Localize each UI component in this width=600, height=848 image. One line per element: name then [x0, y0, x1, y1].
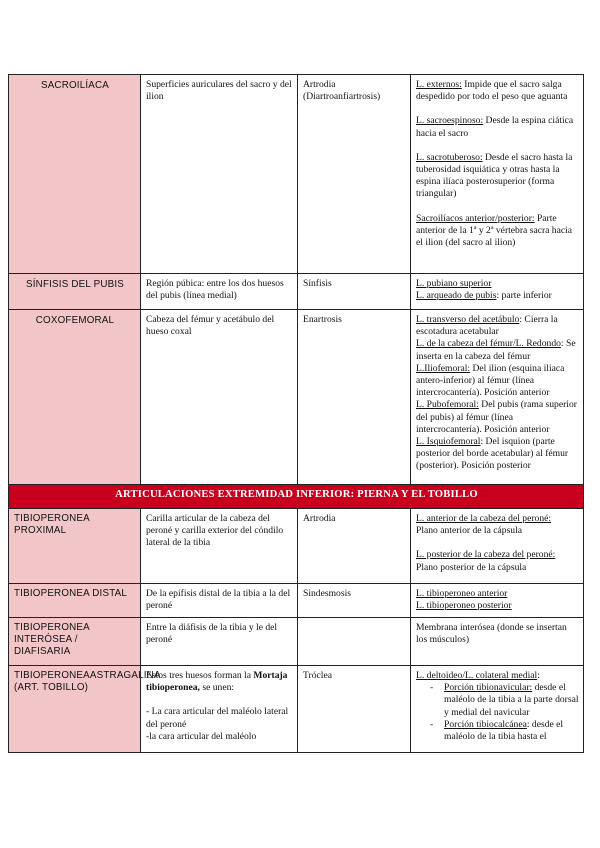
ligament-name: L. de la cabeza del fémur/L. Redondo	[416, 338, 561, 350]
type-cell: Artrodia	[298, 509, 411, 584]
ligaments-cell	[411, 75, 584, 274]
table-row	[9, 75, 584, 274]
surfaces-cell: Superficies auriculares del sacro y del ilion	[141, 75, 298, 274]
ligament-desc: : Se inserta en la cabeza del fémur	[416, 338, 576, 362]
list-item	[416, 719, 579, 743]
ligament-name: L. Pubofemoral:	[416, 399, 479, 411]
table-row	[9, 274, 584, 310]
table-row	[9, 509, 584, 584]
surfaces-cell: Entre la diáfisis de la tibia y le del peroné	[141, 618, 298, 666]
surfaces-after: se unen:	[199, 682, 235, 694]
joint-name-cell	[9, 584, 141, 618]
ligament-name: L. transverso del acetábulo	[416, 314, 520, 325]
ligament-name: L. posterior de la cabeza del peroné:	[416, 549, 556, 561]
ligaments-cell	[411, 274, 584, 310]
ligament-name: L. tibioperoneo anterior	[416, 588, 508, 599]
ligament-desc: Plano anterior de la cápsula	[416, 525, 523, 537]
surfaces-cell	[141, 666, 298, 753]
ligaments-cell	[411, 310, 584, 485]
surfaces-cell: Carilla articular de la cabeza del peroné y carilla exterior del cóndilo lateral de la tibia	[141, 509, 298, 584]
table-row	[9, 618, 584, 666]
ligament-name: L. Isquiofemoral	[416, 436, 481, 448]
ligament-desc: Del ilion (esquina iliaca antero-inferior) al fémur (línea intercrocantería). Posición anterior	[416, 362, 565, 399]
ligaments-cell	[411, 584, 584, 618]
surfaces-cell: Cabeza del fémur y acetábulo del hueso coxal	[141, 310, 298, 485]
sub-ligament-name: Porción tibionavicular:	[444, 682, 533, 694]
joint-name: SACROILÍACA	[40, 80, 110, 91]
section-header: ARTICULACIONES EXTREMIDAD INFERIOR: PIERNA Y EL TOBILLO	[9, 485, 584, 509]
ligament-desc: Desde la espina ciática hacia el sacro	[416, 115, 574, 139]
sub-ligament-name: Porción tibiocalcánea	[444, 718, 527, 730]
surfaces-item: - La cara articular del maléolo lateral del peroné	[146, 706, 289, 730]
joint-name-cell	[9, 274, 141, 310]
ligaments-cell	[411, 509, 584, 584]
ligament-desc: : Del isquion (parte posterior del borde acetabular) al fémur (posterior). Posición posterior	[416, 436, 569, 472]
table-row	[9, 584, 584, 618]
type-cell: Artrodia (Diartroanfiartrosis)	[298, 75, 411, 274]
table-row	[9, 666, 584, 753]
joints-table	[8, 74, 584, 753]
ligament-name: L. externos:	[416, 79, 462, 90]
ligament-desc: : parte inferior	[496, 290, 552, 302]
list-item	[416, 682, 579, 719]
ligament-desc: Desde el sacro hasta la tuberosidad isquiática y otras hasta la espina ilíaca posterosuperior (forma triangular)	[416, 151, 573, 200]
ligaments-cell	[411, 618, 584, 666]
joint-name: TIBIOPERONEA PROXIMAL	[14, 513, 90, 537]
ligaments-cell	[411, 666, 584, 753]
ligament-name: L. arqueado de pubis	[416, 290, 497, 302]
type-cell: Enartrosis	[298, 310, 411, 485]
joint-name-cell	[9, 509, 141, 584]
surfaces-intro: Estos tres huesos forman la	[146, 670, 254, 681]
joint-name: COXOFEMORAL	[35, 315, 115, 326]
ligament-desc: : Cierra la escotadura acetabular	[416, 314, 558, 338]
sub-ligament-desc: desde el maléolo de la tibia a la parte dorsal y medial del navicular	[444, 682, 579, 718]
ligament-desc: Impide que el sacro salga despedido por todo el peso que aguanta	[416, 79, 568, 103]
type-cell: Sindesmosis	[298, 584, 411, 618]
type-cell: Tróclea	[298, 666, 411, 753]
ligament-name: L. sacrotuberoso:	[416, 151, 483, 163]
section-header-row	[9, 485, 584, 509]
ligament-desc: Parte anterior de la 1ª y 2ª vértebra sacra hacia el ilion (del sacro al ilion)	[416, 212, 573, 249]
surfaces-cell: De la epífisis distal de la tibia a la del peroné	[141, 584, 298, 618]
ligament-name: Sacroilíacos anterior/posterior:	[416, 212, 535, 224]
table-row	[9, 310, 584, 485]
surfaces-cell: Región púbica: entre los dos huesos del pubis (línea medial)	[141, 274, 298, 310]
ligament-name: L.Iliofemoral:	[416, 362, 471, 374]
ligament-name: L. deltoideo/L. colateral medial	[416, 670, 538, 681]
sub-ligament-list	[416, 682, 579, 743]
ligament-desc: :	[537, 670, 540, 681]
joint-name: TIBIOPERONEA INTERÓSEA / DIAFISARIA	[14, 622, 90, 658]
sub-ligament-desc: : desde el maléolo de la tibia hasta el	[444, 718, 564, 743]
ligament-desc: Plano posterior de la cápsula	[416, 561, 527, 573]
type-cell: Sínfisis	[298, 274, 411, 310]
joint-name: TIBIOPERONEA DISTAL	[14, 588, 128, 599]
ligament-name: L. pubiano superior	[416, 278, 492, 289]
surfaces-item: -la cara articular del maléolo	[146, 730, 257, 742]
joint-name-cell	[9, 75, 141, 274]
ligament-name: L. sacroespinoso:	[416, 115, 484, 127]
joint-name: SÍNFISIS DEL PUBIS	[26, 279, 124, 290]
surfaces-bold: Mortaja tibioperonea,	[146, 670, 288, 694]
ligament-name: L. tibioperoneo posterior	[416, 600, 512, 612]
joint-name-cell	[9, 310, 141, 485]
ligament-desc: Membrana interósea (donde se insertan los músculos)	[416, 622, 567, 646]
ligament-desc: Del pubis (rama superior del pubis) al fémur (línea intercrocantería). Posición anterior	[416, 399, 577, 435]
joint-name-cell	[9, 618, 141, 666]
joint-name: TIBIOPERONEAASTRAGALINA (ART. TOBILLO)	[14, 670, 161, 694]
ligament-name: L. anterior de la cabeza del peroné:	[416, 513, 552, 524]
joint-name-cell	[9, 666, 161, 753]
type-cell	[298, 618, 411, 666]
